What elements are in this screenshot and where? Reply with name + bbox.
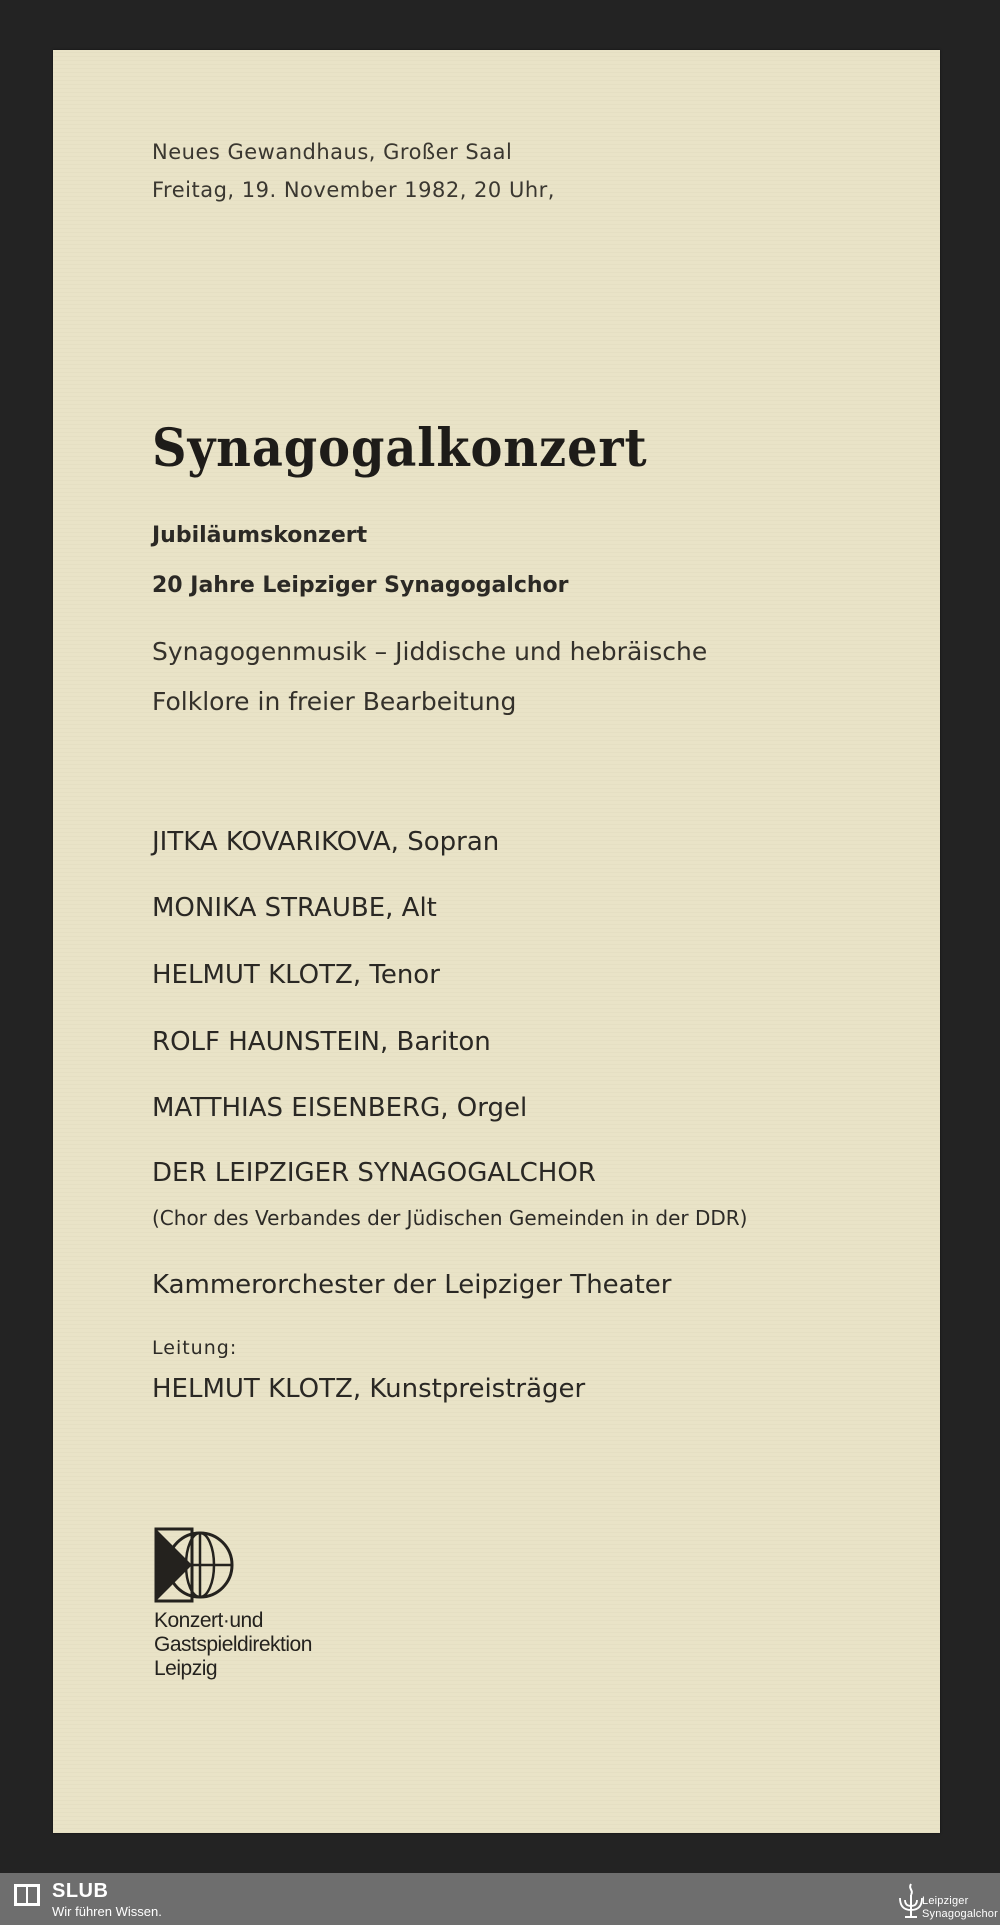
logo-text-line-2: Gastspieldirektion xyxy=(154,1633,312,1656)
partner-text-line-1: Leipziger xyxy=(922,1895,969,1907)
subtitle-anniversary: 20 Jahre Leipziger Synagogalchor xyxy=(152,573,569,598)
partner-text-line-2: Synagogalchor xyxy=(922,1908,998,1920)
performer-alto: MONIKA STRAUBE, Alt xyxy=(152,893,437,923)
conductor-line: HELMUT KLOTZ, Kunstpreisträger xyxy=(152,1374,586,1404)
subtitle-jubilee: Jubiläumskonzert xyxy=(152,523,368,548)
venue-line: Neues Gewandhaus, Großer Saal xyxy=(152,140,513,164)
globe-k-logo-icon xyxy=(154,1525,234,1605)
footer-brand[interactable]: SLUB xyxy=(52,1880,109,1902)
logo-text-line-1: Konzert·und xyxy=(154,1609,263,1632)
performer-tenor: HELMUT KLOTZ, Tenor xyxy=(152,960,440,990)
performer-choir: DER LEIPZIGER SYNAGOGALCHOR xyxy=(152,1158,596,1188)
concert-title: Synagogalkonzert xyxy=(152,418,648,479)
choir-note: (Chor des Verbandes der Jüdischen Gemeinden in der DDR) xyxy=(152,1206,748,1230)
footer-bar xyxy=(0,1873,1000,1925)
performer-soprano: JITKA KOVARIKOVA, Sopran xyxy=(152,827,500,857)
orchestra-line: Kammerorchester der Leipziger Theater xyxy=(152,1270,672,1300)
description-line-1: Synagogenmusik – Jiddische und hebräische xyxy=(152,637,708,666)
logo-text-line-3: Leipzig xyxy=(154,1657,218,1680)
book-icon[interactable] xyxy=(13,1882,41,1908)
leitung-label: Leitung: xyxy=(152,1337,238,1359)
performer-baritone: ROLF HAUNSTEIN, Bariton xyxy=(152,1027,491,1057)
date-time-line: Freitag, 19. November 1982, 20 Uhr, xyxy=(152,178,555,202)
performer-organ: MATTHIAS EISENBERG, Orgel xyxy=(152,1093,528,1123)
description-line-2: Folklore in freier Bearbeitung xyxy=(152,687,517,716)
footer-tagline: Wir führen Wissen. xyxy=(52,1904,162,1919)
